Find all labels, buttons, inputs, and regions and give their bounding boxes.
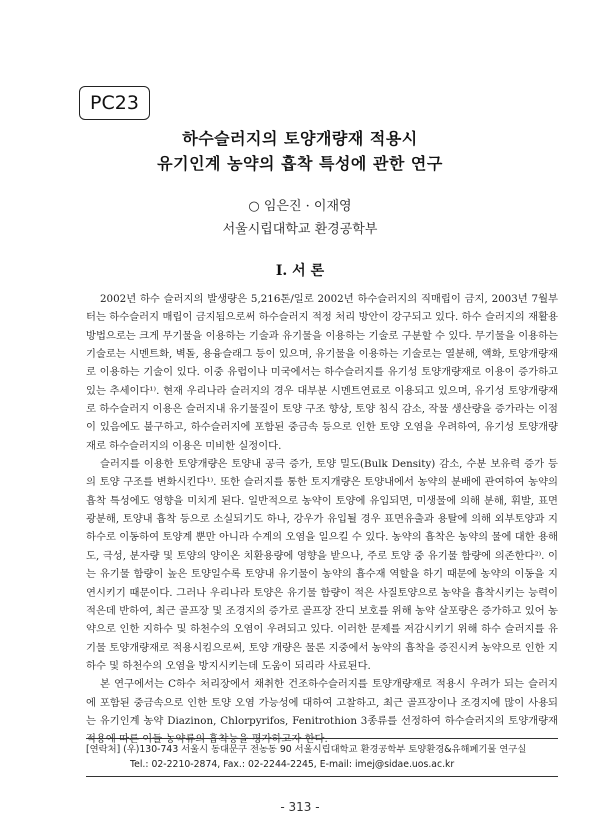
contact-phone-email: Tel.: 02-2210-2874, Fax.: 02-2244-2245, E-mail: imej@sidae.uos.ac.kr	[130, 759, 455, 770]
body-text	[86, 290, 558, 749]
paragraph-1: 2002년 하수 슬러지의 발생량은 5,216톤/일로 2002년 하수슬러지의 직매립이 금지, 2003년 7월부터는 하수슬러지 매립이 금지됨으로써 하수슬러지 적정 처리 방안이 강구되고 있다. 하수 슬러지의 재활용 방법으로는 크게 무기물을 이용하는 기술과 유기물을 이용하는 기술로 구분할 수 있다. 무기물을 이용하는 기술로는 시멘트화, 벽돌, 용융슬래그 등이 있으며, 유기물을 이용하는 기술로는 열분해, 액화, 토양개량재로 이용하는 기술이 있다. 이중 유럽이나 미국에서는 하수슬러지를 유기성 토양개량재로 이용이 증가하고 있는 추세이다¹⁾. 현재 우리나라 슬러지의 경우 대부분 시멘트연료로 이용되고 있으며, 유기성 토양개량재로 하수슬러지 이용은 슬러지내 유기물질이 토양 구조 향상, 토양 침식 감소, 작물 생산량을 증가라는 이점이 있음에도 불구하고, 하수슬러지에 포함된 중금속 등으로 인한 토양 오염을 우려하여, 유기성 토양개량재로 하수슬러지의 이용은 미비한 실정이다.	[86, 293, 558, 452]
contact-address: [연락처] (우)130-743 서울시 동대문구 전농동 90 서울시립대학교 환경공학부 토양환경&유해폐기물 연구실	[86, 744, 527, 755]
section-heading: I. 서 론	[275, 263, 325, 279]
paper-code-box: PC23	[79, 86, 150, 120]
paragraph-2: 슬러지를 이용한 토양개량은 토양내 공극 증가, 토양 밀도(Bulk Density) 감소, 수분 보유력 증가 등의 토양 구조를 변화시킨다¹⁾. 또한 슬러지를 통한 토지개량은 토양내에서 농약의 분배에 관여하여 농약의 흡착 특성에도 영향을 미치게 된다. 일반적으로 농약이 토양에 유입되면, 미생물에 의해 분해, 휘발, 표면 광분해, 토양내 흡착 등으로 소실되기도 하나, 강우가 유입될 경우 표면유출과 용탈에 의해 외부토양과 지하수로 이동하여 토양계 뿐만 아니라 수계의 오염을 일으킬 수 있다. 농약의 흡착은 농약의 물에 대한 용해도, 극성, 분자량 및 토양의 양이온 치환용량에 영향을 받으나, 주로 토양 중 유기물 함량에 의존한다²⁾. 이는 유기물 함량이 높은 토양일수록 토양내 유기물이 농약의 흡수재 역할을 하기 때문에 농약의 이동을 지연시키기 때문이다. 그러나 우리나라 토양은 유기물 함량이 적은 사질토양으로 농약을 흡착시키는 능력이 적은데 반하여, 최근 골프장 및 조경지의 증가로 골프장 잔디 보호를 위해 농약 살포량은 증가하고 있어 농약으로 인한 지하수 및 하천수의 오염이 우려되고 있다. 이러한 문제를 저감시키기 위해 하수 슬러지를 유기물 토양개량재로 적용시킴으로써, 토양 개량은 물론 지중에서 농약의 흡착을 증진시켜 농약으로 인한 지하수 및 하천수의 오염을 방지시키는데 도움이 되리라 사료된다.	[86, 458, 558, 672]
contact-block	[86, 742, 558, 772]
affiliation: 서울시립대학교 환경공학부	[222, 222, 378, 237]
contact-top-rule	[86, 738, 558, 739]
contact-bottom-rule	[86, 776, 558, 777]
authors: ○ 임은진 · 이재영	[248, 199, 352, 214]
paragraph-3: 본 연구에서는 C하수 처리장에서 채취한 건조하수슬러지를 토양개량재로 적용시 우려가 되는 슬러지에 포함된 중금속으로 인한 토양 오염 가능성에 대하여 고찰하고, 최근 골프장이나 조경지에 많이 사용되는 유기인계 농약 Diazinon, Chlorpyrifos, Fenitrothion 3종류를 선정하여 하수슬러지의 토양개량재 적용에 따른 이들 농약류의 흡착능을 평가하고자 한다.	[86, 678, 558, 746]
page-number: - 313 -	[280, 800, 320, 814]
title-line-1: 하수슬러지의 토양개량재 적용시	[182, 129, 418, 148]
title-line-2: 유기인계 농약의 흡착 특성에 관한 연구	[157, 154, 443, 173]
